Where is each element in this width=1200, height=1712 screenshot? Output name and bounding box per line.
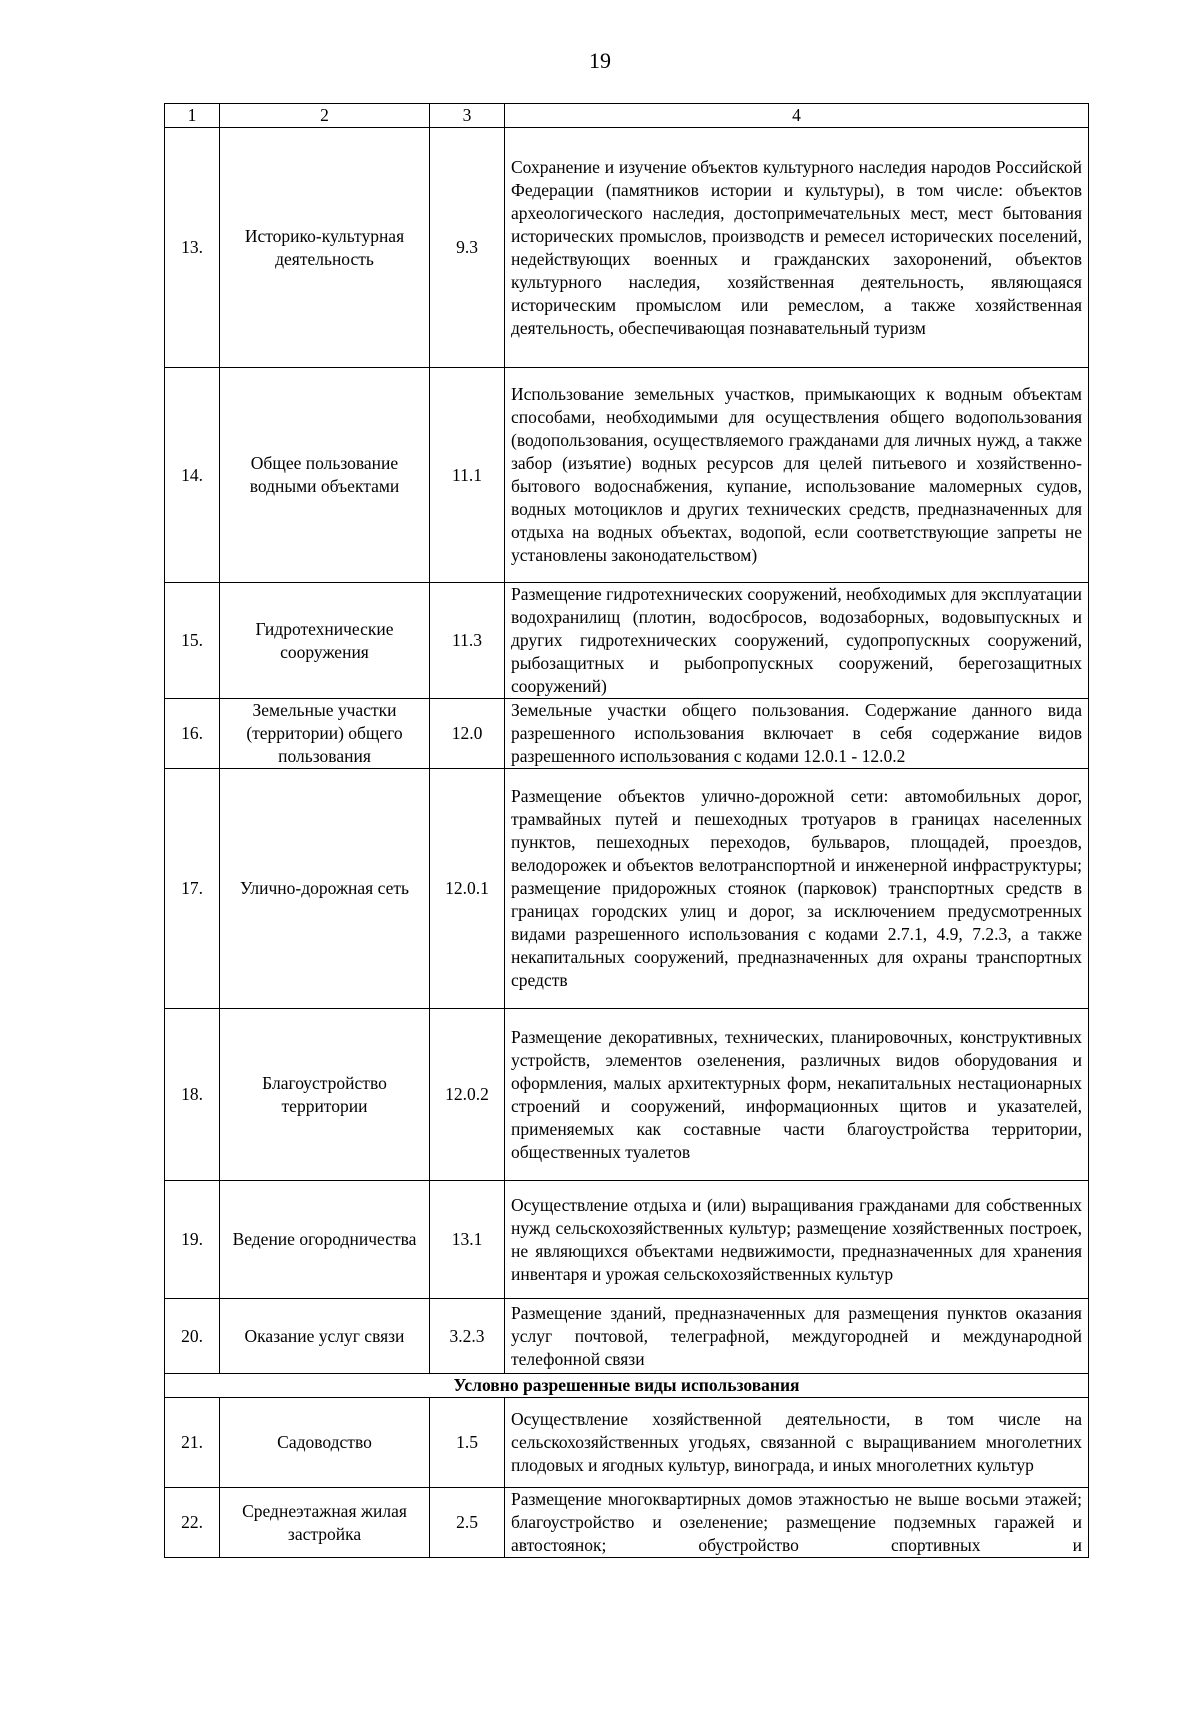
row-number: 21. <box>165 1398 220 1488</box>
land-use-name: Среднеэтажная жилая застройка <box>220 1488 430 1558</box>
land-use-description: Использование земельных участков, примыкающих к водным объектам способами, необходимыми для осуществления общего водопользования (водопользования, осуществляемого гражданами для личных нужд, а также забор (изъятие) водных ресурсов для целей питьевого и хозяйственно-бытового водоснабжения, купание, использование маломерных судов, водных мотоциклов и других технических средств, предназначенных для отдыха на водных объектах, водопой, если соответствующие запреты не установлены законодательством) <box>505 368 1089 583</box>
row-number: 17. <box>165 769 220 1009</box>
land-use-description: Размещение декоративных, технических, планировочных, конструктивных устройств, элементов озеленения, различных видов оборудования и оформления, малых архитектурных форм, некапитальных нестационарных строений и сооружений, информационных щитов и указателей, применяемых как составные части благоустройства территории, общественных туалетов <box>505 1009 1089 1181</box>
land-use-description: Сохранение и изучение объектов культурного наследия народов Российской Федерации (памятников истории и культуры), в том числе: объектов археологического наследия, достопримечательных мест, мест бытования исторических промыслов, производств и ремесел исторических поселений, недействующих военных и гражданских захоронений, объектов культурного наследия, хозяйственная деятельность, являющаяся историческим промыслом или ремеслом, а также хозяйственная деятельность, обеспечивающая познавательный туризм <box>505 128 1089 368</box>
table-row <box>165 1398 1089 1488</box>
land-use-code: 11.3 <box>430 583 505 699</box>
header-col-2: 2 <box>220 104 430 128</box>
land-use-description: Размещение зданий, предназначенных для размещения пунктов оказания услуг почтовой, телеграфной, междугородней и международной телефонной связи <box>505 1299 1089 1374</box>
land-use-name: Общее пользование водными объектами <box>220 368 430 583</box>
land-use-description: Размещение гидротехнических сооружений, необходимых для эксплуатации водохранилищ (плотин, водосбросов, водозаборных, водовыпускных и других гидротехнических сооружений, судопропускных сооружений, рыбозащитных и рыбопропускных сооружений, берегозащитных сооружений) <box>505 583 1089 699</box>
table-row <box>165 699 1089 769</box>
land-use-code: 11.1 <box>430 368 505 583</box>
land-use-description: Осуществление отдыха и (или) выращивания гражданами для собственных нужд сельскохозяйственных культур; размещение хозяйственных построек, не являющихся объектами недвижимости, предназначенных для хранения инвентаря и урожая сельскохозяйственных культур <box>505 1181 1089 1299</box>
header-row <box>165 104 1089 128</box>
row-number: 18. <box>165 1009 220 1181</box>
land-use-code: 3.2.3 <box>430 1299 505 1374</box>
row-number: 20. <box>165 1299 220 1374</box>
land-use-name: Историко-культурная деятельность <box>220 128 430 368</box>
table-row <box>165 1181 1089 1299</box>
land-use-name: Улично-дорожная сеть <box>220 769 430 1009</box>
land-use-code: 12.0.2 <box>430 1009 505 1181</box>
land-use-name: Оказание услуг связи <box>220 1299 430 1374</box>
section-heading-row <box>165 1374 1089 1398</box>
row-number: 19. <box>165 1181 220 1299</box>
table-row <box>165 128 1089 368</box>
land-use-name: Земельные участки (территории) общего пользования <box>220 699 430 769</box>
header-col-3: 3 <box>430 104 505 128</box>
land-use-description: Размещение многоквартирных домов этажностью не выше восьми этажей; благоустройство и озеленение; размещение подземных гаражей и автостоянок; обустройство спортивных и <box>505 1488 1089 1558</box>
table-row <box>165 769 1089 1009</box>
row-number: 15. <box>165 583 220 699</box>
land-use-code: 9.3 <box>430 128 505 368</box>
land-use-description: Размещение объектов улично-дорожной сети: автомобильных дорог, трамвайных путей и пешеходных тротуаров в границах населенных пунктов, пешеходных переходов, бульваров, площадей, проездов, велодорожек и объектов велотранспортной и инженерной инфраструктуры; размещение придорожных стоянок (парковок) транспортных средств в границах городских улиц и дорог, за исключением предусмотренных видами разрешенного использования с кодами 2.7.1, 4.9, 7.2.3, а также некапитальных сооружений, предназначенных для охраны транспортных средств <box>505 769 1089 1009</box>
header-col-1: 1 <box>165 104 220 128</box>
table-row <box>165 583 1089 699</box>
land-use-name: Благоустройство территории <box>220 1009 430 1181</box>
row-number: 16. <box>165 699 220 769</box>
land-use-name: Садоводство <box>220 1398 430 1488</box>
table-row <box>165 1299 1089 1374</box>
section-heading: Условно разрешенные виды использования <box>165 1374 1089 1398</box>
table-row <box>165 1488 1089 1558</box>
land-use-code: 1.5 <box>430 1398 505 1488</box>
land-use-table <box>164 103 1089 1558</box>
row-number: 22. <box>165 1488 220 1558</box>
land-use-description: Осуществление хозяйственной деятельности, в том числе на сельскохозяйственных угодьях, связанной с выращиванием многолетних плодовых и ягодных культур, винограда, и иных многолетних культур <box>505 1398 1089 1488</box>
land-use-code: 2.5 <box>430 1488 505 1558</box>
row-number: 14. <box>165 368 220 583</box>
land-use-name: Ведение огородничества <box>220 1181 430 1299</box>
land-use-code: 13.1 <box>430 1181 505 1299</box>
table-row <box>165 368 1089 583</box>
land-use-code: 12.0.1 <box>430 769 505 1009</box>
header-col-4: 4 <box>505 104 1089 128</box>
land-use-description: Земельные участки общего пользования. Содержание данного вида разрешенного использования включает в себя содержание видов разрешенного использования с кодами 12.0.1 - 12.0.2 <box>505 699 1089 769</box>
row-number: 13. <box>165 128 220 368</box>
land-use-name: Гидротехнические сооружения <box>220 583 430 699</box>
table-row <box>165 1009 1089 1181</box>
page-number: 19 <box>589 48 611 73</box>
land-use-code: 12.0 <box>430 699 505 769</box>
